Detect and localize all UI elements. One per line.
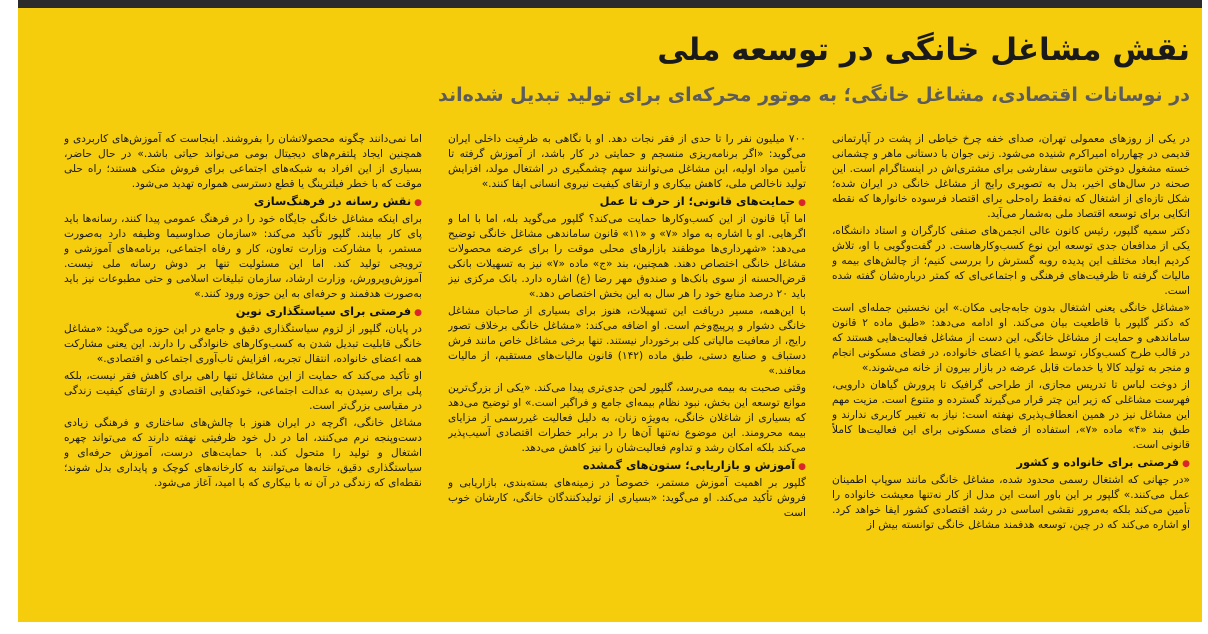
paragraph: گلپور بر اهمیت آموزش مستمر، خصوصاً در زمینه‌های بسته‌بندی، بازاریابی و فروش تأکید می‌کند. او می‌گوید: «بسیاری از تولیدکنندگان خانگی، کارشان خوب است bbox=[448, 477, 806, 519]
section-heading bbox=[448, 458, 806, 475]
bullet-icon: ● bbox=[414, 308, 422, 318]
column-3 bbox=[64, 132, 422, 616]
bullet-icon: ● bbox=[798, 198, 806, 208]
section-heading-text: حمایت‌های قانونی؛ از حرف تا عمل bbox=[599, 194, 796, 208]
section-heading bbox=[832, 455, 1190, 472]
section-heading-text: فرصتی برای سیاستگذاری نوین bbox=[235, 304, 412, 318]
article-subtitle: در نوسانات اقتصادی، مشاغل خانگی؛ به موتور محرکه‌ای برای تولید تبدیل شده‌اند bbox=[438, 84, 1190, 106]
paragraph: اما نمی‌دانند چگونه محصولاتشان را بفروشند. اینجاست که آموزش‌های کاربردی و همچنین ایجاد پلتفرم‌های دیجیتال بومی می‌تواند حیاتی باشد.» در حال حاضر، بسیاری از این افراد به شبکه‌های اجتماعی برای فروش متکی هستند؛ راه حلی موقت که با خطر فیلترینگ یا قطع دسترسی همواره تهدید می‌شود. bbox=[64, 133, 422, 190]
article-body bbox=[64, 132, 1190, 616]
bullet-icon: ● bbox=[1182, 459, 1190, 469]
column-2 bbox=[448, 132, 806, 616]
paragraph: با این‌همه، مسیر دریافت این تسهیلات، هنوز برای بسیاری از صاحبان مشاغل خانگی دشوار و پرپیچ‌وخم است. او اضافه می‌کند: «مشاغل خانگی برخلاف تصور رایج، از معافیت مالیاتی کلی برخوردار نیستند. تنها برخی مشاغل خاص مانند فرش دستباف و صنایع دستی، طبق ماده (۱۴۲) قانون مالیات‌های مستقیم، از مالیات معافند.» bbox=[448, 305, 806, 377]
article-title: نقش مشاغل خانگی در توسعه ملی bbox=[657, 32, 1190, 68]
article-page bbox=[18, 8, 1202, 622]
section-heading bbox=[64, 194, 422, 211]
paragraph: «در جهانی که اشتغال رسمی محدود شده، مشاغل خانگی مانند سوپاپ اطمینان عمل می‌کنند.» گلپور بر این باور است این مدل از کار نه‌تنها معیشت خانواده را تأمین می‌کند بلکه به‌مرور نقشی اساسی در رشد اقتصادی کشور ایفا خواهد کرد. او اشاره می‌کند که در چین، توسعه هدفمند مشاغل خانگی توانسته بیش از bbox=[832, 474, 1190, 531]
paragraph: دکتر سمیه گلپور، رئیس کانون عالی انجمن‌های صنفی کارگران و استاد دانشگاه، یکی از مدافعان جدی توسعه این نوع کسب‌وکارهاست. در گفت‌وگویی با او، تلاش کردیم ابعاد مختلف این پدیده روبه گسترش را بررسی کنیم؛ از چالش‌های بیمه و مالیات گرفته تا ظرفیت‌های فرهنگی و اجتماعی‌ای که کمتر درباره‌شان گفته شده است. bbox=[832, 225, 1190, 297]
section-heading-text: آموزش و بازاریابی؛ ستون‌های گمشده bbox=[582, 458, 796, 472]
paragraph: در پایان، گلپور از لزوم سیاستگذاری دقیق و جامع در این حوزه می‌گوید: «مشاغل خانگی قابلیت تبدیل شدن به کسب‌وکارهای خانوادگی را دارند. این یعنی مشارکت همه اعضای خانواده، انتقال تجربه، افزایش تاب‌آوری اجتماعی و اقتصادی.» bbox=[64, 323, 422, 365]
section-heading-text: فرصتی برای خانواده و کشور bbox=[1016, 455, 1180, 469]
paragraph: اما آیا قانون از این کسب‌وکارها حمایت می‌کند؟ گلپور می‌گوید بله، اما با اما و اگرهایی. او با اشاره به مواد «۷» و «۱۱» قانون ساماندهی مشاغل خانگی توضیح می‌دهد: «شهرداری‌ها موظفند بازارهای محلی موقت را برای عرضه محصولات مشاغل خانگی اختصاص دهند. همچنین، بند «ج» ماده «۷» نیز به تسهیلات بانکی قرض‌الحسنه از سوی بانک‌ها و صندوق مهر رضا (ع) اشاره دارد. بانک مرکزی نیز باید ۲۰ درصد منابع خود را هر سال به این بخش اختصاص دهد.» bbox=[448, 213, 806, 300]
paragraph: او تأکید می‌کند که حمایت از این مشاغل تنها راهی برای کاهش فقر نیست، بلکه پلی برای رسیدن به عدالت اجتماعی، خودکفایی اقتصادی و ارتقای کیفیت زندگی در مقیاسی بزرگ‌تر است. bbox=[64, 370, 422, 412]
bullet-icon: ● bbox=[798, 462, 806, 472]
section-heading-text: نقش رسانه در فرهنگ‌سازی bbox=[253, 194, 412, 208]
section-heading bbox=[64, 304, 422, 321]
paragraph: از دوخت لباس تا تدریس مجازی، از طراحی گرافیک تا پرورش گیاهان دارویی، فهرست مشاغلی که زیر این چتر قرار می‌گیرند گسترده و متنوع است. مزیت مهم این مشاغل نیز در همین انعطاف‌پذیری نهفته است: نیاز به تغییر کاربری ندارند و طبق بند «۴» ماده «۷»، استفاده از فضای مسکونی برای این فعالیت‌ها کاملاً قانونی است. bbox=[832, 379, 1190, 451]
paragraph: ۷۰۰ میلیون نفر را تا حدی از فقر نجات دهد. او با نگاهی به ظرفیت داخلی ایران می‌گوید: «اگر برنامه‌ریزی منسجم و حمایتی در کار باشد، از آموزش گرفته تا تأمین مواد اولیه، این مشاغل می‌توانند سهم چشمگیری در اشتغال مولد، افزایش تولید ناخالص ملی، کاهش بیکاری و ارتقای کیفیت نیروی انسانی ایفا کنند.» bbox=[448, 133, 806, 190]
paragraph: «مشاغل خانگی یعنی اشتغال بدون جابه‌جایی مکان.» این نخستین جمله‌ای است که دکتر گلپور با قاطعیت بیان می‌کند. او ادامه می‌دهد: «طبق ماده ۲ قانون ساماندهی و حمایت از مشاغل خانگی، این دست از مشاغل فعالیت‌هایی هستند که در قالب طرح کسب‌وکار، توسط عضو یا اعضای خانواده، در فضای مسکونی انجام و منجر به تولید کالا یا خدمات قابل عرضه در بازار بیرون از خانه می‌شوند.» bbox=[832, 302, 1190, 374]
paragraph: مشاغل خانگی، اگرچه در ایران هنوز با چالش‌های ساختاری و فرهنگی زیادی دست‌وپنجه نرم می‌کنند، اما در دل خود ظرفیتی نهفته دارند که می‌تواند چهره اشتغال و تولید را متحول کند. با حمایت‌های درست، آموزش حرفه‌ای و سیاستگذاری دقیق، خانه‌ها می‌توانند به کارخانه‌های کوچک و پایداری بدل شوند؛ نقطه‌ای که زندگی در آن نه با بیکاری که با امید، آغاز می‌شود. bbox=[64, 417, 422, 489]
section-heading bbox=[448, 194, 806, 211]
column-1 bbox=[832, 132, 1190, 616]
paragraph: وقتی صحبت به بیمه می‌رسد، گلپور لحن جدی‌تری پیدا می‌کند. «یکی از بزرگ‌ترین موانع توسعه این بخش، نبود نظام بیمه‌ای جامع و فراگیر است.» او توضیح می‌دهد که بسیاری از شاغلان خانگی، به‌ویژه زنان، به دلیل فعالیت غیررسمی از مزایای بیمه محرومند. این موضوع نه‌تنها آن‌ها را در برابر خطرات اقتصادی آسیب‌پذیر می‌کند بلکه امکان رشد و تداوم فعالیت‌شان را نیز کاهش می‌دهد. bbox=[448, 382, 806, 454]
paragraph: برای اینکه مشاغل خانگی جایگاه خود را در فرهنگ عمومی پیدا کنند، رسانه‌ها باید پای کار بیایند. گلپور تأکید می‌کند: «سازمان صداوسیما وظیفه دارد به‌صورت مستمر، با مشارکت وزارت تعاون، کار و رفاه اجتماعی، برنامه‌های آموزشی و ترویجی تولید کند. اما این مسئولیت تنها بر دوش رسانه ملی نیست. آموزش‌وپرورش، وزارت ارشاد، سازمان تبلیغات اسلامی و حتی مطبوعات نیز باید به‌صورت هدفمند و حرفه‌ای به این حوزه ورود کنند.» bbox=[64, 213, 422, 300]
bullet-icon: ● bbox=[414, 198, 422, 208]
top-dark-bar bbox=[18, 0, 1202, 8]
paragraph: در یکی از روزهای معمولی تهران، صدای خفه چرخ خیاطی از پشت در آپارتمانی قدیمی در چهارراه امیراکرم شنیده می‌شود. زنی جوان با دستانی ماهر و چشمانی خسته مشغول دوختن مانتویی سفارشی برای مشتری‌اش در اینستاگرام است. این صحنه در سال‌های اخیر، بدل به تصویری رایج از مشاغل خانگی در ایران شده؛ شکل تازه‌ای از اشتغال که نه‌فقط راه‌حلی برای اقتصاد فرسوده خانوارها که نقطه اتکایی برای توسعه اقتصاد ملی به‌شمار می‌آید. bbox=[832, 133, 1190, 220]
